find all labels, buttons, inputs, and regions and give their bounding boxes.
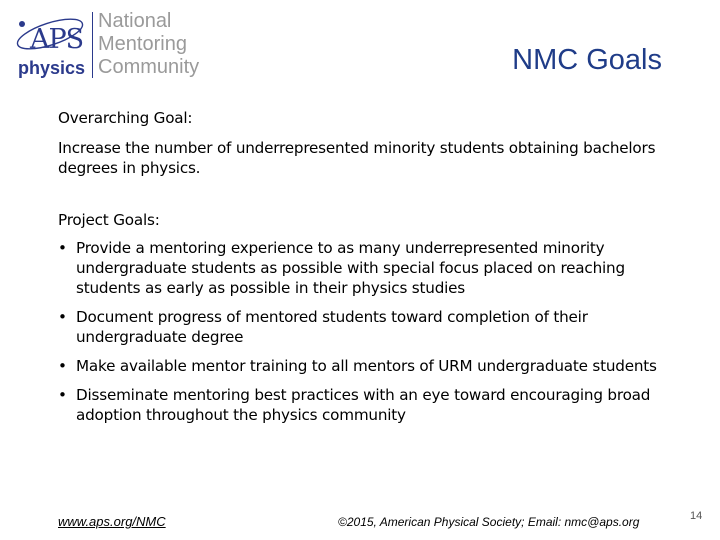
aps-wordmark: APS bbox=[30, 24, 84, 55]
bullet-icon: • bbox=[58, 357, 67, 375]
project-goals-list bbox=[58, 238, 688, 425]
goal-text: Disseminate mentoring best practices with an eye toward encouraging broad adoption throughout the physics community bbox=[76, 386, 651, 424]
nmc-website-link[interactable]: www.aps.org/NMC bbox=[58, 514, 166, 529]
copyright-text: ©2015, American Physical Society; Email: nmc@aps.org bbox=[338, 515, 640, 529]
list-item bbox=[58, 385, 688, 425]
slide-title: NMC Goals bbox=[512, 44, 662, 76]
bullet-icon: • bbox=[58, 386, 67, 404]
goal-text: Provide a mentoring experience to as many underrepresented minority undergraduate students as possible with special focus placed on reaching students as early as possible in their physics studies bbox=[76, 239, 625, 297]
goal-text: Make available mentor training to all mentors of URM undergraduate students bbox=[76, 357, 657, 375]
physics-wordmark: physics bbox=[18, 58, 86, 78]
overarching-goal-heading: Overarching Goal: bbox=[58, 109, 193, 127]
list-item bbox=[58, 307, 688, 347]
overarching-goal-text: Increase the number of underrepresented minority students obtaining bachelors degrees in physics. bbox=[58, 139, 656, 177]
nmc-word-community: Community bbox=[98, 56, 200, 78]
list-item bbox=[58, 356, 688, 376]
project-goals-heading: Project Goals: bbox=[58, 211, 160, 229]
bullet-icon: • bbox=[58, 308, 67, 326]
goal-text: Document progress of mentored students toward completion of their undergraduate degree bbox=[76, 308, 588, 346]
slide-content bbox=[58, 108, 688, 434]
list-item bbox=[58, 238, 688, 298]
nmc-word-mentoring: Mentoring bbox=[98, 33, 187, 55]
aps-nmc-logo bbox=[12, 10, 227, 82]
nmc-word-national: National bbox=[98, 10, 172, 32]
page-number: 14 bbox=[690, 510, 703, 522]
logo-divider bbox=[92, 12, 93, 78]
bullet-icon: • bbox=[58, 239, 67, 257]
